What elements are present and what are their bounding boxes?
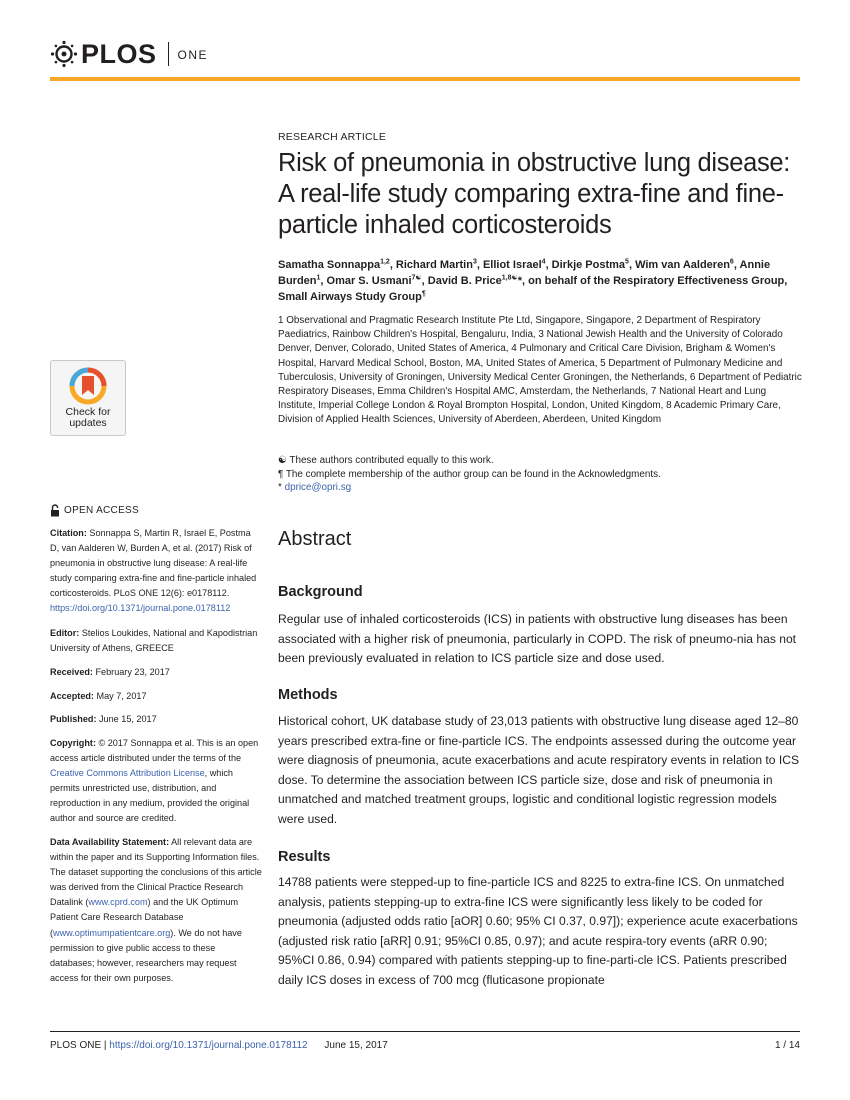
cprd-link[interactable]: www.cprd.com	[88, 897, 148, 908]
footer-rule	[50, 1031, 800, 1032]
check-for-updates-badge[interactable]	[50, 360, 126, 436]
footer-date: June 15, 2017	[324, 1040, 388, 1051]
plos-one-logo[interactable]	[50, 37, 208, 71]
citation-block: Citation: Sonnappa S, Martin R, Israel E, Postma D, van Aalderen W, Burden A, et al. (2017) Risk of pneumonia in obstructive lung disease: A real-life study comparing extra-fine and fine-particle inhaled corticosteroids. PLoS ONE 12(6): e0178112. https://doi.org/10.1371/journal.pone.0178112	[50, 528, 257, 614]
author-notes	[278, 454, 803, 495]
open-access-label: OPEN ACCESS	[50, 503, 262, 518]
copyright-block: Copyright: © 2017 Sonnappa et al. This is an open access article distributed under the terms of the Creative Commons Attribution License, which permits unrestricted use, distribution, and reproduction in any medium, provided the original author and source are credited.	[50, 738, 259, 824]
data-availability-block: Data Availability Statement: All relevant data are within the paper and its Supporting Information files. The dataset supporting the conclusions of this article was derived from the Clinical Practice Research Datalink (www.cprd.com) and the UK Optimum Patient Care Research Database (www.optimumpatientcare.org). We do not have permission to give public access to these databases; however, researchers may request access for their own purposes.	[50, 837, 262, 983]
bookmark-ring-icon	[68, 366, 108, 406]
editor-block: Editor: Stelios Loukides, National and Kapodistrian University of Athens, GREECE	[50, 628, 258, 654]
author-list: Samatha Sonnappa$^{1,2}$, Richard Martin$^3$, Elliot Israel$^4$, Dirkje Postma$^5$, Wim van Aalderen$^6$, Annie Burden$^1$, Omar S. Usmani$^{7☯}$, David B. Price$^{1,8☯}$*, on behalf of the Respiratory Effectiveness Group, Small Airways Study Group¶	[278, 258, 788, 303]
received-date: Received: February 23, 2017	[50, 667, 170, 677]
article-title: Risk of pneumonia in obstructive lung disease: A real-life study comparing extra-fine and fine-particle inhaled corticosteroids	[278, 149, 791, 239]
corresponding-email-link[interactable]: dprice@opri.sg	[284, 482, 352, 494]
badge-label: Check for updates	[65, 406, 111, 429]
footer-journal: PLOS ONE |	[50, 1040, 110, 1051]
article-type: RESEARCH ARTICLE	[278, 131, 387, 143]
accepted-date: Accepted: May 7, 2017	[50, 691, 147, 701]
methods-text: Historical cohort, UK database study of 23,013 patients with obstructive lung disease aged 12–80 years prescribed extra-fine or fine-particle ICS. The endpoints assessed during the outcome year were diagnosis of pneumonia, acute exacerbations and acute respiratory events in relation to ICS dose. To determine the association between ICS particle size, dose and risk of pneumonia in unmatched and matched treatment groups, logistic and conditional logistic regression models were used.	[278, 714, 800, 826]
citation-doi-link[interactable]: https://doi.org/10.1371/journal.pone.0178112	[50, 603, 231, 614]
optimum-patient-care-link[interactable]: www.optimumpatientcare.org	[53, 927, 171, 938]
results-heading: Results	[278, 849, 331, 865]
logo-journal-name: ONE	[177, 48, 209, 62]
header-rule	[50, 77, 800, 81]
affiliations: 1 Observational and Pragmatic Research Institute Pte Ltd, Singapore, Singapore, 2 Department of Respiratory Paediatrics, Rainbow Children's Hospital, Bengaluru, India, 3 National Jewish Health and the University of Colorado Denver, Denver, Colorado, United States of America, 4 Pulmonary and Critical Care Division, Brigham & Women's Hospital, Harvard Medical School, Boston, MA, United States of America, 5 Department of Pulmonary Medicine and Tuberculosis, University of Groningen, University Medical Center Groningen, the Netherlands, 6 Department of Pediatric Respiratory Diseases, Emma Children's Hospital AMC, Amsterdam, the Netherlands, 7 National Heart and Lung Institute, Imperial College London & Royal Brompton Hospital, London, United Kingdom, 8 Academic Primary Care, Division of Applied Health Sciences, University of Aberdeen, Aberdeen, United Kingdom	[278, 315, 802, 426]
note-group-membership: ¶ The complete membership of the author group can be found in the Acknowledgments.	[278, 468, 661, 480]
page-footer	[50, 1040, 800, 1051]
open-lock-icon	[50, 504, 60, 517]
published-date: Published: June 15, 2017	[50, 714, 157, 724]
note-corresponding: * dprice@opri.sg	[278, 482, 352, 494]
cc-license-link[interactable]: Creative Commons Attribution License	[50, 768, 205, 779]
background-heading: Background	[278, 584, 363, 600]
abstract-heading: Abstract	[278, 528, 352, 550]
background-text: Regular use of inhaled corticosteroids (ICS) in patients with obstructive lung diseases has been associated with a higher risk of pneumonia, particularly in COPD. The risk of pneumo-nia has not been previously evaluated in relation to ICS particle size and dose used.	[278, 612, 797, 665]
results-text: 14788 patients were stepped-up to fine-particle ICS and 8225 to extra-fine ICS. On unmatched analysis, patients stepping-up to extra-fine ICS were significantly less likely to be coded for pneumonia (adjusted odds ratio [aOR] 0.60; 95% CI 0.37, 0.97]); experience acute exacerbations (adjusted risk ratio [aRR] 0.91; 95%CI 0.85, 0.97); and acute respira-tory events (aRR 0.90; 95%CI 0.86, 0.94) compared with patients stepping-up to fine-parti-cle ICS. Patients prescribed daily ICS doses in excess of 700 mcg (fluticasone propionate	[278, 875, 798, 987]
logo-wordmark: PLOS	[81, 38, 157, 69]
footer-doi-link[interactable]: https://doi.org/10.1371/journal.pone.0178112	[109, 1040, 308, 1051]
methods-heading: Methods	[278, 687, 338, 703]
page-number: 1 / 14	[774, 1040, 800, 1051]
logo-divider	[168, 42, 169, 66]
note-equal-contribution: ☯ These authors contributed equally to this work.	[278, 455, 494, 466]
plos-logo-icon	[50, 40, 78, 68]
